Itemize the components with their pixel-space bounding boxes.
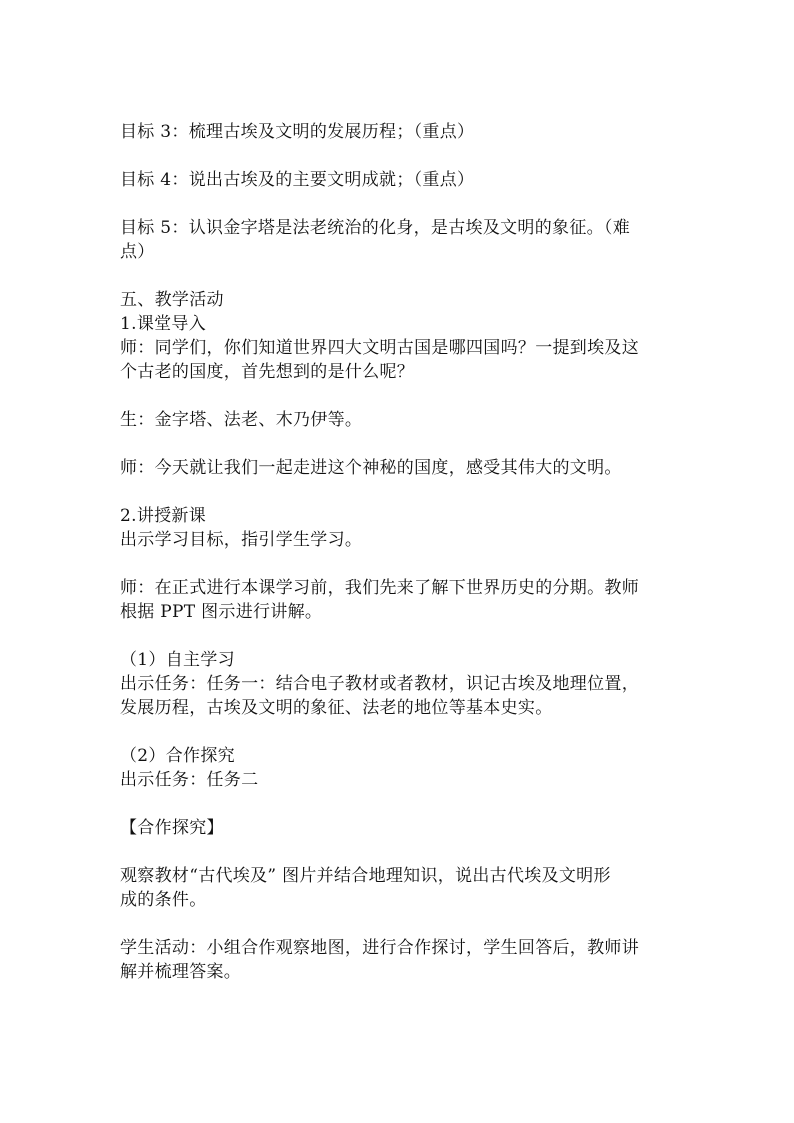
goal-4: 目标 4：说出古埃及的主要文明成就；（重点） [120, 170, 475, 190]
observe-line-1: 观察教材“古代埃及” 图片并结合地理知识，说出古代埃及文明形 [120, 866, 611, 886]
subsection-1-task-line-2: 发展历程，古埃及文明的象征、法老的地位等基本史实。 [120, 698, 553, 718]
activity-line-2: 解并梳理答案。 [120, 962, 242, 982]
goal-5-line-1: 目标 5：认识金字塔是法老统治的化身，是古埃及文明的象征。（难 [120, 218, 631, 238]
subsection-2-task: 出示任务：任务二 [120, 770, 259, 790]
goal-3: 目标 3：梳理古埃及文明的发展历程；（重点） [120, 122, 475, 142]
section-2-show-goals: 出示学习目标，指引学生学习。 [120, 530, 363, 550]
section-1-teacher-line-2: 个古老的国度，首先想到的是什么呢？ [120, 362, 415, 382]
observe-line-2: 成的条件。 [120, 890, 207, 910]
section-1-title: 1.课堂导入 [120, 314, 207, 334]
section-5-heading: 五、教学活动 [120, 290, 224, 310]
subsection-1-task-line-1: 出示任务：任务一：结合电子教材或者教材，识记古埃及地理位置， [120, 674, 639, 694]
document-body [120, 120, 686, 984]
activity-line-1: 学生活动：小组合作观察地图，进行合作探讨，学生回答后，教师讲 [120, 938, 639, 958]
section-2-teacher-line-2: 根据 PPT 图示进行讲解。 [120, 602, 323, 622]
subsection-2-title: （2）合作探究 [120, 746, 235, 766]
subsection-1-title: （1）自主学习 [120, 650, 235, 670]
section-1-teacher-2: 师：今天就让我们一起走进这个神秘的国度，感受其伟大的文明。 [120, 458, 622, 478]
cooperation-heading: 【合作探究】 [120, 818, 224, 838]
section-2-title: 2.讲授新课 [120, 506, 207, 526]
goal-5-line-2: 点） [120, 242, 155, 262]
section-2-teacher-line-1: 师：在正式进行本课学习前，我们先来了解下世界历史的分期。教师 [120, 578, 639, 598]
section-1-student: 生：金字塔、法老、木乃伊等。 [120, 410, 363, 430]
section-1-teacher-line-1: 师：同学们，你们知道世界四大文明古国是哪四国吗？一提到埃及这 [120, 338, 639, 358]
